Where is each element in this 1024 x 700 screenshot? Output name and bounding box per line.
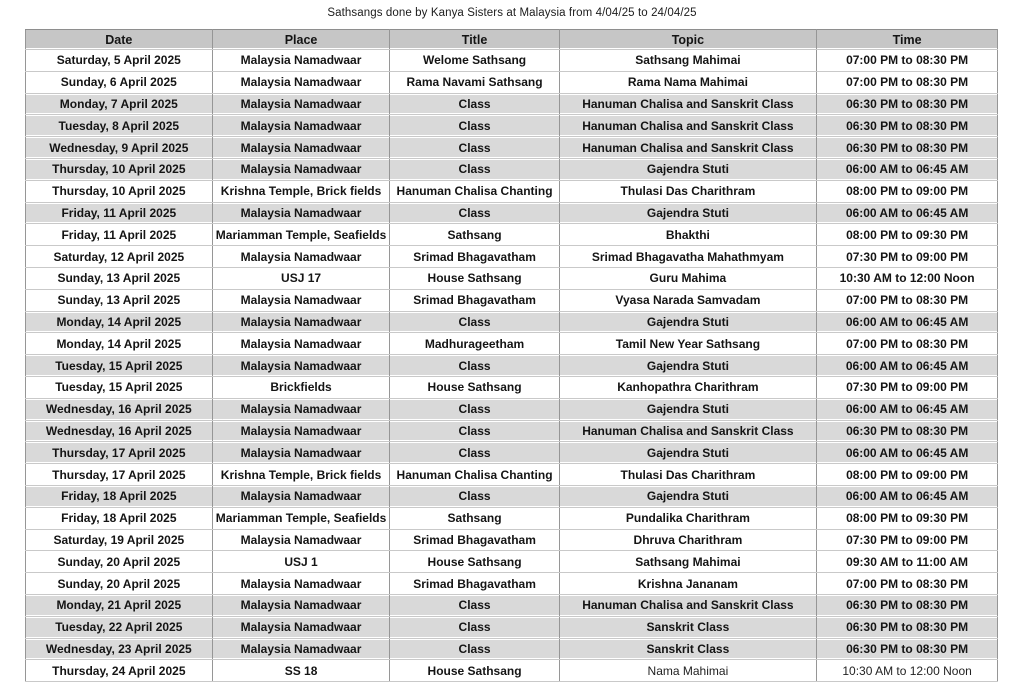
cell-topic: Gajendra Stuti	[559, 442, 817, 464]
table-row	[26, 573, 998, 595]
table-row	[26, 50, 998, 72]
table-row	[26, 442, 998, 464]
cell-title: Class	[390, 594, 559, 616]
cell-date: Saturday, 19 April 2025	[26, 529, 213, 551]
cell-time: 09:30 AM to 11:00 AM	[817, 551, 998, 573]
cell-title: Class	[390, 638, 559, 660]
cell-time: 06:30 PM to 08:30 PM	[817, 115, 998, 137]
cell-topic: Thulasi Das Charithram	[559, 180, 817, 202]
table-row	[26, 137, 998, 159]
table-row	[26, 420, 998, 442]
column-header-time: Time	[817, 30, 998, 50]
cell-place: Malaysia Namadwaar	[212, 158, 390, 180]
table-row	[26, 638, 998, 660]
table-row	[26, 311, 998, 333]
column-header-topic: Topic	[559, 30, 817, 50]
cell-title: Srimad Bhagavatham	[390, 289, 559, 311]
cell-date: Monday, 7 April 2025	[26, 93, 213, 115]
cell-topic: Sanskrit Class	[559, 638, 817, 660]
cell-place: Malaysia Namadwaar	[212, 594, 390, 616]
cell-date: Tuesday, 15 April 2025	[26, 376, 213, 398]
cell-date: Monday, 21 April 2025	[26, 594, 213, 616]
cell-date: Tuesday, 15 April 2025	[26, 355, 213, 377]
page-title: Sathsangs done by Kanya Sisters at Malaysia from 4/04/25 to 24/04/25	[327, 7, 697, 19]
cell-topic: Guru Mahima	[559, 267, 817, 289]
cell-time: 08:00 PM to 09:00 PM	[817, 180, 998, 202]
cell-topic: Dhruva Charithram	[559, 529, 817, 551]
cell-place: Malaysia Namadwaar	[212, 420, 390, 442]
cell-title: Class	[390, 137, 559, 159]
cell-title: Class	[390, 616, 559, 638]
cell-date: Sunday, 6 April 2025	[26, 71, 213, 93]
column-header-title: Title	[390, 30, 559, 50]
cell-time: 06:30 PM to 08:30 PM	[817, 594, 998, 616]
cell-topic: Gajendra Stuti	[559, 485, 817, 507]
table-row	[26, 485, 998, 507]
cell-place: Malaysia Namadwaar	[212, 485, 390, 507]
cell-title: Class	[390, 420, 559, 442]
cell-time: 06:30 PM to 08:30 PM	[817, 137, 998, 159]
cell-title: Class	[390, 442, 559, 464]
table-row	[26, 551, 998, 573]
cell-place: Mariamman Temple, Seafields	[212, 507, 390, 529]
cell-place: Malaysia Namadwaar	[212, 355, 390, 377]
cell-date: Thursday, 17 April 2025	[26, 464, 213, 486]
cell-time: 07:30 PM to 09:00 PM	[817, 529, 998, 551]
cell-time: 10:30 AM to 12:00 Noon	[817, 660, 998, 682]
cell-title: Class	[390, 398, 559, 420]
cell-time: 06:00 AM to 06:45 AM	[817, 355, 998, 377]
cell-place: Malaysia Namadwaar	[212, 93, 390, 115]
cell-topic: Hanuman Chalisa and Sanskrit Class	[559, 594, 817, 616]
table-row	[26, 507, 998, 529]
cell-place: Malaysia Namadwaar	[212, 289, 390, 311]
cell-time: 08:00 PM to 09:30 PM	[817, 224, 998, 246]
cell-date: Sunday, 13 April 2025	[26, 267, 213, 289]
cell-topic: Nama Mahimai	[559, 660, 817, 682]
cell-topic: Gajendra Stuti	[559, 202, 817, 224]
cell-title: House Sathsang	[390, 660, 559, 682]
cell-place: Malaysia Namadwaar	[212, 311, 390, 333]
cell-date: Monday, 14 April 2025	[26, 333, 213, 355]
cell-place: Krishna Temple, Brick fields	[212, 464, 390, 486]
table-row	[26, 594, 998, 616]
table-header	[26, 30, 998, 50]
cell-date: Thursday, 10 April 2025	[26, 158, 213, 180]
table-header-row	[26, 30, 998, 50]
table-row	[26, 398, 998, 420]
cell-place: Malaysia Namadwaar	[212, 137, 390, 159]
table-row	[26, 180, 998, 202]
cell-place: Malaysia Namadwaar	[212, 115, 390, 137]
cell-topic: Thulasi Das Charithram	[559, 464, 817, 486]
cell-topic: Gajendra Stuti	[559, 355, 817, 377]
cell-topic: Hanuman Chalisa and Sanskrit Class	[559, 115, 817, 137]
cell-topic: Sathsang Mahimai	[559, 50, 817, 72]
column-header-date: Date	[26, 30, 213, 50]
table-row	[26, 660, 998, 682]
cell-time: 07:00 PM to 08:30 PM	[817, 573, 998, 595]
cell-time: 07:00 PM to 08:30 PM	[817, 50, 998, 72]
cell-title: Sathsang	[390, 224, 559, 246]
cell-date: Friday, 18 April 2025	[26, 485, 213, 507]
cell-title: Welome Sathsang	[390, 50, 559, 72]
cell-title: Class	[390, 311, 559, 333]
cell-place: Malaysia Namadwaar	[212, 442, 390, 464]
cell-topic: Bhakthi	[559, 224, 817, 246]
cell-title: Class	[390, 485, 559, 507]
cell-date: Sunday, 20 April 2025	[26, 573, 213, 595]
cell-time: 06:30 PM to 08:30 PM	[817, 638, 998, 660]
cell-title: Srimad Bhagavatham	[390, 573, 559, 595]
table-row	[26, 267, 998, 289]
cell-time: 06:30 PM to 08:30 PM	[817, 616, 998, 638]
cell-topic: Tamil New Year Sathsang	[559, 333, 817, 355]
cell-topic: Rama Nama Mahimai	[559, 71, 817, 93]
cell-time: 07:30 PM to 09:00 PM	[817, 246, 998, 268]
cell-date: Monday, 14 April 2025	[26, 311, 213, 333]
table-row	[26, 158, 998, 180]
sathsang-schedule-table	[25, 29, 998, 682]
cell-topic: Krishna Jananam	[559, 573, 817, 595]
cell-time: 06:00 AM to 06:45 AM	[817, 442, 998, 464]
cell-date: Wednesday, 23 April 2025	[26, 638, 213, 660]
cell-place: Malaysia Namadwaar	[212, 529, 390, 551]
cell-date: Sunday, 13 April 2025	[26, 289, 213, 311]
cell-title: Hanuman Chalisa Chanting	[390, 180, 559, 202]
cell-place: USJ 17	[212, 267, 390, 289]
cell-place: Malaysia Namadwaar	[212, 333, 390, 355]
cell-title: House Sathsang	[390, 267, 559, 289]
cell-time: 06:00 AM to 06:45 AM	[817, 311, 998, 333]
table-row	[26, 376, 998, 398]
cell-time: 06:00 AM to 06:45 AM	[817, 158, 998, 180]
cell-topic: Sanskrit Class	[559, 616, 817, 638]
table-row	[26, 333, 998, 355]
cell-date: Wednesday, 16 April 2025	[26, 420, 213, 442]
cell-title: Class	[390, 93, 559, 115]
cell-date: Tuesday, 22 April 2025	[26, 616, 213, 638]
cell-place: Malaysia Namadwaar	[212, 398, 390, 420]
cell-time: 06:30 PM to 08:30 PM	[817, 420, 998, 442]
cell-place: Malaysia Namadwaar	[212, 50, 390, 72]
cell-date: Thursday, 17 April 2025	[26, 442, 213, 464]
cell-date: Saturday, 12 April 2025	[26, 246, 213, 268]
cell-date: Thursday, 10 April 2025	[26, 180, 213, 202]
table-row	[26, 289, 998, 311]
cell-date: Friday, 11 April 2025	[26, 224, 213, 246]
cell-title: Srimad Bhagavatham	[390, 529, 559, 551]
cell-date: Wednesday, 16 April 2025	[26, 398, 213, 420]
cell-title: Madhurageetham	[390, 333, 559, 355]
cell-title: House Sathsang	[390, 551, 559, 573]
cell-title: Class	[390, 158, 559, 180]
cell-title: Sathsang	[390, 507, 559, 529]
cell-topic: Gajendra Stuti	[559, 158, 817, 180]
table-row	[26, 224, 998, 246]
cell-title: Srimad Bhagavatham	[390, 246, 559, 268]
cell-time: 10:30 AM to 12:00 Noon	[817, 267, 998, 289]
cell-topic: Vyasa Narada Samvadam	[559, 289, 817, 311]
cell-time: 07:00 PM to 08:30 PM	[817, 289, 998, 311]
cell-date: Wednesday, 9 April 2025	[26, 137, 213, 159]
table-row	[26, 355, 998, 377]
cell-place: Krishna Temple, Brick fields	[212, 180, 390, 202]
cell-place: Malaysia Namadwaar	[212, 638, 390, 660]
cell-place: Malaysia Namadwaar	[212, 202, 390, 224]
cell-time: 06:00 AM to 06:45 AM	[817, 202, 998, 224]
table-row	[26, 202, 998, 224]
cell-topic: Gajendra Stuti	[559, 398, 817, 420]
cell-place: Malaysia Namadwaar	[212, 573, 390, 595]
cell-title: House Sathsang	[390, 376, 559, 398]
table-row	[26, 529, 998, 551]
cell-time: 07:00 PM to 08:30 PM	[817, 71, 998, 93]
cell-date: Thursday, 24 April 2025	[26, 660, 213, 682]
table-row	[26, 93, 998, 115]
cell-date: Sunday, 20 April 2025	[26, 551, 213, 573]
cell-time: 07:30 PM to 09:00 PM	[817, 376, 998, 398]
cell-date: Friday, 11 April 2025	[26, 202, 213, 224]
cell-place: Brickfields	[212, 376, 390, 398]
cell-title: Rama Navami Sathsang	[390, 71, 559, 93]
schedule-table-body	[26, 50, 998, 682]
table-row	[26, 246, 998, 268]
column-header-place: Place	[212, 30, 390, 50]
cell-topic: Pundalika Charithram	[559, 507, 817, 529]
cell-place: Mariamman Temple, Seafields	[212, 224, 390, 246]
table-row	[26, 616, 998, 638]
cell-topic: Hanuman Chalisa and Sanskrit Class	[559, 420, 817, 442]
cell-title: Class	[390, 115, 559, 137]
table-row	[26, 115, 998, 137]
cell-topic: Gajendra Stuti	[559, 311, 817, 333]
cell-topic: Hanuman Chalisa and Sanskrit Class	[559, 137, 817, 159]
cell-place: Malaysia Namadwaar	[212, 71, 390, 93]
cell-place: SS 18	[212, 660, 390, 682]
cell-place: Malaysia Namadwaar	[212, 616, 390, 638]
cell-title: Class	[390, 355, 559, 377]
cell-topic: Kanhopathra Charithram	[559, 376, 817, 398]
cell-time: 08:00 PM to 09:00 PM	[817, 464, 998, 486]
cell-time: 07:00 PM to 08:30 PM	[817, 333, 998, 355]
cell-date: Friday, 18 April 2025	[26, 507, 213, 529]
cell-topic: Hanuman Chalisa and Sanskrit Class	[559, 93, 817, 115]
cell-time: 08:00 PM to 09:30 PM	[817, 507, 998, 529]
cell-date: Saturday, 5 April 2025	[26, 50, 213, 72]
cell-title: Class	[390, 202, 559, 224]
cell-date: Tuesday, 8 April 2025	[26, 115, 213, 137]
cell-place: USJ 1	[212, 551, 390, 573]
cell-title: Hanuman Chalisa Chanting	[390, 464, 559, 486]
cell-topic: Srimad Bhagavatha Mahathmyam	[559, 246, 817, 268]
table-row	[26, 464, 998, 486]
cell-topic: Sathsang Mahimai	[559, 551, 817, 573]
cell-time: 06:30 PM to 08:30 PM	[817, 93, 998, 115]
cell-time: 06:00 AM to 06:45 AM	[817, 485, 998, 507]
table-row	[26, 71, 998, 93]
cell-place: Malaysia Namadwaar	[212, 246, 390, 268]
cell-time: 06:00 AM to 06:45 AM	[817, 398, 998, 420]
